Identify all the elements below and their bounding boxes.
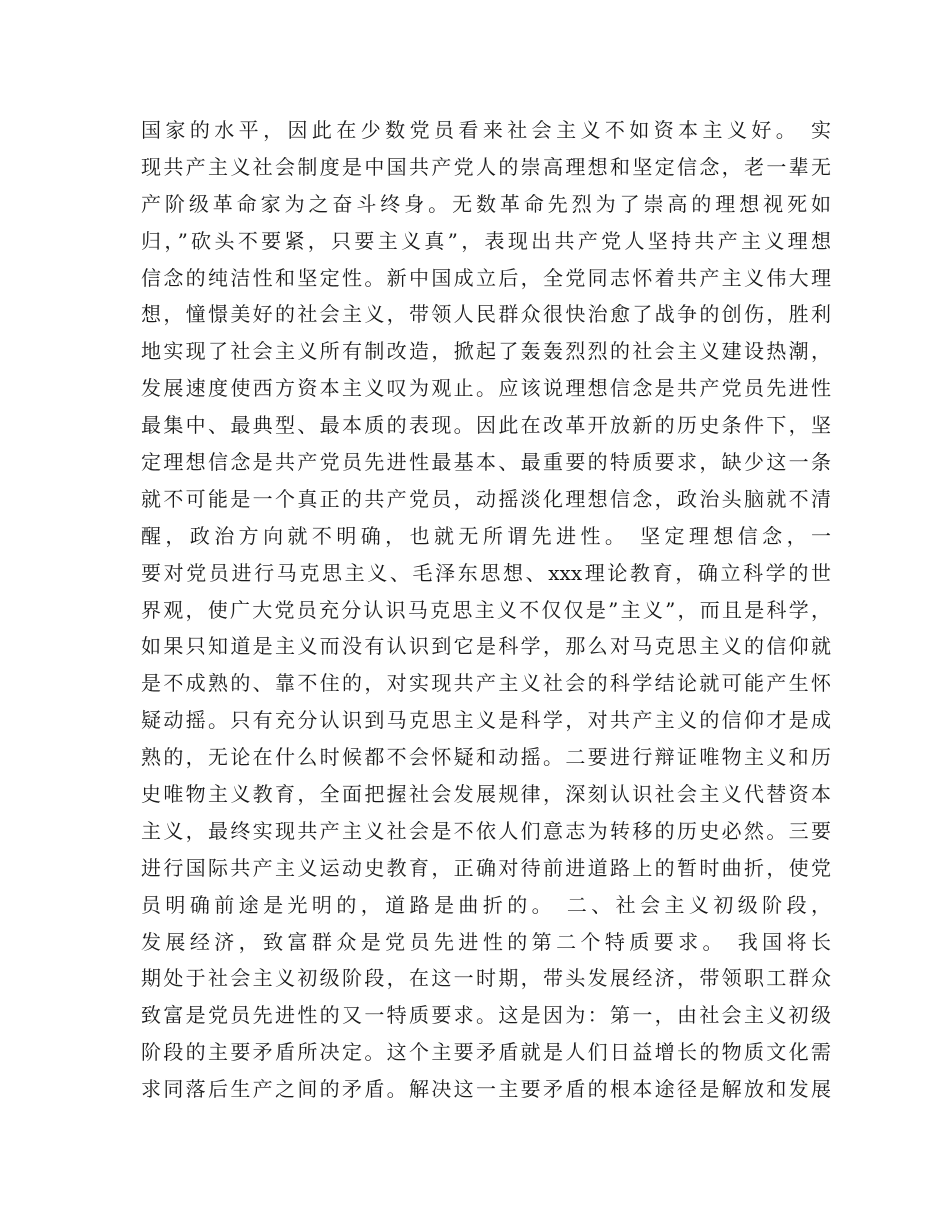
- text-line: 是不成熟的、靠不住的，对实现共产主义社会的科学结论就可能产生怀: [141, 671, 831, 696]
- text-line: 界观，使广大党员充分认识马克思主义不仅仅是”主义”，而且是科学，: [141, 597, 831, 622]
- text-line: 要对党员进行马克思主义、毛泽东思想、xxx理论教育，确立科学的世: [141, 560, 831, 585]
- text-line: 期处于社会主义初级阶段，在这一时期，带头发展经济，带领职工群众: [141, 966, 831, 991]
- text-line: 进行国际共产主义运动史教育，正确对待前进道路上的暂时曲折，使党: [141, 855, 831, 880]
- text-line: 最集中、最典型、最本质的表现。因此在改革开放新的历史条件下，坚: [141, 413, 831, 438]
- text-line: 求同落后生产之间的矛盾。解决这一主要矛盾的根本途径是解放和发展: [141, 1077, 831, 1102]
- text-line: 熟的，无论在什么时候都不会怀疑和动摇。二要进行辩证唯物主义和历: [141, 745, 831, 770]
- text-line: 现共产主义社会制度是中国共产党人的崇高理想和坚定信念，老一辈无: [141, 154, 831, 179]
- text-line: 想，憧憬美好的社会主义，带领人民群众很快治愈了战争的创伤，胜利: [141, 302, 831, 327]
- text-line: 产阶级革命家为之奋斗终身。无数革命先烈为了崇高的理想视死如: [141, 191, 831, 216]
- text-line: 员明确前途是光明的，道路是曲折的。 二、社会主义初级阶段，: [141, 892, 831, 917]
- text-line: 就不可能是一个真正的共产党员，动摇淡化理想信念，政治头脑就不清: [141, 486, 831, 511]
- text-line: 归，”砍头不要紧，只要主义真”，表现出共产党人坚持共产主义理想: [141, 228, 831, 253]
- body-text: [141, 112, 831, 1108]
- text-line: 发展经济，致富群众是党员先进性的第二个特质要求。 我国将长: [141, 929, 831, 954]
- text-line: 疑动摇。只有充分认识到马克思主义是科学，对共产主义的信仰才是成: [141, 708, 831, 733]
- text-line: 主义，最终实现共产主义社会是不依人们意志为转移的历史必然。三要: [141, 818, 831, 843]
- text-line: 阶段的主要矛盾所决定。这个主要矛盾就是人们日益增长的物质文化需: [141, 1040, 831, 1065]
- text-line: 如果只知道是主义而没有认识到它是科学，那么对马克思主义的信仰就: [141, 634, 831, 659]
- text-line: 致富是党员先进性的又一特质要求。这是因为：第一，由社会主义初级: [141, 1003, 831, 1028]
- text-line: 地实现了社会主义所有制改造，掀起了轰轰烈烈的社会主义建设热潮，: [141, 339, 831, 364]
- text-line: 发展速度使西方资本主义叹为观止。应该说理想信念是共产党员先进性: [141, 376, 831, 401]
- text-line: 定理想信念是共产党员先进性最基本、最重要的特质要求，缺少这一条: [141, 450, 831, 475]
- text-line: 史唯物主义教育，全面把握社会发展规律，深刻认识社会主义代替资本: [141, 782, 831, 807]
- text-line: 信念的纯洁性和坚定性。新中国成立后，全党同志怀着共产主义伟大理: [141, 265, 831, 290]
- text-line: 国家的水平，因此在少数党员看来社会主义不如资本主义好。 实: [141, 118, 831, 142]
- text-line: 醒，政治方向就不明确，也就无所谓先进性。 坚定理想信念，一: [141, 523, 831, 548]
